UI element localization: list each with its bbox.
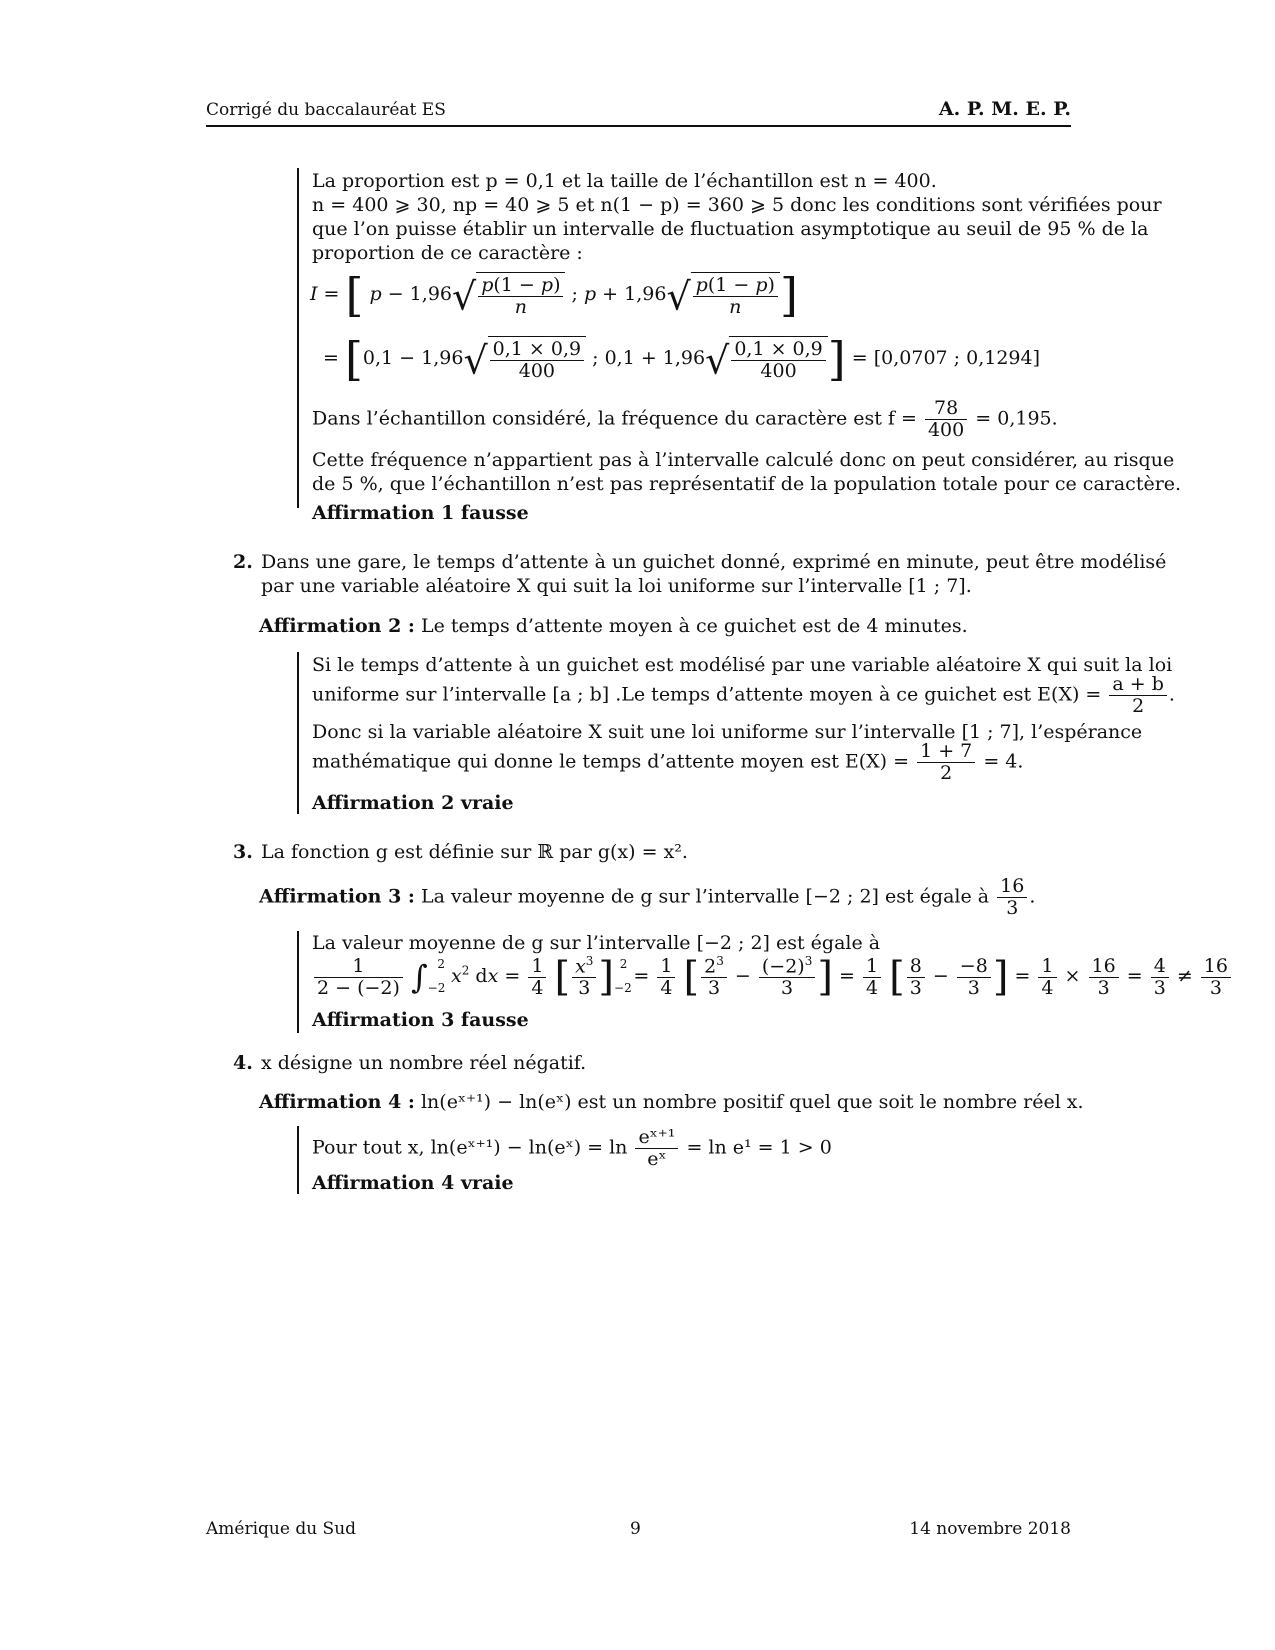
- q4-ratio-denominator: eˣ: [647, 1147, 667, 1170]
- footer-location: Amérique du Sud: [206, 1519, 357, 1539]
- q2-answer-line-2: uniforme sur l’intervalle [a ; b] .Le temps d’attente moyen à ce guichet est E(X) = $\frac{a + b}{2}$ .: [312, 673, 1175, 717]
- q3-affirmation-denominator: 3: [1006, 896, 1019, 919]
- q3-statement: [233, 843, 688, 862]
- q2-answer-block: [297, 652, 312, 814]
- q1-line-2: n = 400 ⩾ 30, np = 40 ⩾ 5 et n(1 − p) = 360 ⩾ 5 donc les conditions sont vérifiées pour: [312, 194, 1162, 216]
- q2-statement-line-1: Dans une gare, le temps d’attente à un guichet donné, exprimé en minute, peut être modélisé: [261, 551, 1167, 573]
- q2-answer-text-4: mathématique qui donne le temps d’attente moyen est E(X) =: [312, 750, 910, 773]
- q4-answer-result: = ln e¹ = 1 > 0: [686, 1136, 832, 1159]
- q4-statement: [233, 1054, 586, 1073]
- q4-affirmation-label: Affirmation 4 :: [259, 1091, 415, 1113]
- q3-integral-computation: $\frac{1}{2 - (-2)}$ $\int_{-2}^2$ $x^2$ dx = $\frac{1}{4}$ [ $\frac{x^3}{3}$ ]$_{-2}^2$ = $\frac{1}{4}$ [ $\frac{2^3}{3}$ − $\frac{(-2)^3}{3}$ ] = $\frac{1}{4}$ [ $\frac{8}{3}$ − $\frac{-8}{3}$ ] = $\frac{1}{4}$ × $\frac{16}{3}$ = $\frac{4}{3}$ ≠ $\frac{16}{3}$: [312, 955, 1233, 999]
- q2-expectation-result: = 4.: [983, 750, 1024, 773]
- q1-line-4: proportion de ce caractère :: [312, 242, 583, 264]
- interval-numeric: = [0,1 − 1,96√ $\frac{0,1 \times 0,9}{400}$ ; 0,1 + 1,96√ $\frac{0,1 \times 0,9}{400}$ ] = [0,0707 ; 0,1294]: [323, 332, 1041, 387]
- header-rule: [206, 125, 1071, 127]
- q4-affirmation: [259, 1093, 1084, 1112]
- q2-affirmation-label: Affirmation 2 :: [259, 615, 415, 637]
- q2-verdict: Affirmation 2 vraie: [312, 792, 514, 814]
- q4-answer-text: Pour tout x, ln(eˣ⁺¹) − ln(eˣ) = ln: [312, 1136, 628, 1159]
- q2-statement-line-2: par une variable aléatoire X qui suit la loi uniforme sur l’intervalle [1 ; 7].: [261, 575, 972, 597]
- q4-number: 4.: [233, 1052, 253, 1074]
- q4-statement-text: x désigne un nombre réel négatif.: [261, 1052, 587, 1074]
- q1-frequency: [312, 398, 1058, 441]
- footer-date: 14 novembre 2018: [909, 1519, 1071, 1539]
- interval-formula: I = [ p − 1,96√ $\frac{p(1 - p)}{n}$ ; p + 1,96√ $\frac{p(1 - p)}{n}$ ]: [310, 268, 798, 323]
- q2-answer-line-1: Si le temps d’attente à un guichet est modélisé par une variable aléatoire X qui suit la loi: [312, 654, 1173, 676]
- q2-answer-text-2: uniforme sur l’intervalle [a ; b] .Le temps d’attente moyen à ce guichet est E(X) =: [312, 683, 1102, 706]
- q3-affirmation-text: La valeur moyenne de g sur l’intervalle [−2 ; 2] est égale à: [420, 885, 990, 908]
- q4-affirmation-text: ln(eˣ⁺¹) − ln(eˣ) est un nombre positif quel que soit le nombre réel x.: [420, 1091, 1084, 1113]
- q2-formula-denominator: 2: [1132, 694, 1145, 717]
- header-organization: A. P. M. E. P.: [938, 98, 1071, 120]
- q4-answer-line: [312, 1127, 832, 1170]
- footer-page-number: 9: [630, 1519, 641, 1539]
- q4-answer-block: [297, 1126, 312, 1194]
- q1-conclusion-2: de 5 %, que l’échantillon n’est pas représentatif de la population totale pour ce caractère.: [312, 473, 1182, 495]
- q3-statement-text: La fonction g est définie sur ℝ par g(x) = x².: [261, 841, 688, 863]
- q2-expectation-numerator: 1 + 7: [917, 741, 975, 763]
- frequency-denominator: 400: [927, 418, 965, 441]
- q3-verdict: Affirmation 3 fausse: [312, 1009, 529, 1031]
- q1-line-3: que l’on puisse établir un intervalle de fluctuation asymptotique au seuil de 95 % de la: [312, 218, 1149, 240]
- q3-affirmation: Affirmation 3 : La valeur moyenne de g sur l’intervalle [−2 ; 2] est égale à $\frac{16}{3}$ .: [259, 875, 1036, 919]
- header-title: Corrigé du baccalauréat ES: [206, 100, 446, 120]
- q3-answer-line-1: La valeur moyenne de g sur l’intervalle [−2 ; 2] est égale à: [312, 932, 881, 954]
- q1-answer-block: [297, 168, 312, 508]
- frequency-numerator: 78: [925, 398, 967, 420]
- q3-affirmation-label: Affirmation 3 :: [259, 885, 415, 908]
- q4-ratio-numerator: eˣ⁺¹: [635, 1127, 678, 1149]
- q2-answer-line-3: Donc si la variable aléatoire X suit une loi uniforme sur l’intervalle [1 ; 7], l’espérance: [312, 721, 1143, 743]
- q2-answer-line-4: [312, 741, 1023, 784]
- q1-conclusion-1: Cette fréquence n’appartient pas à l’intervalle calculé donc on peut considérer, au risque: [312, 449, 1175, 471]
- q3-number: 3.: [233, 841, 253, 863]
- q3-answer-block: [297, 931, 312, 1033]
- q4-verdict: Affirmation 4 vraie: [312, 1172, 514, 1194]
- frequency-value: = 0,195.: [975, 407, 1058, 430]
- q2-formula-numerator: a + b: [1109, 674, 1167, 696]
- interval-result: = [0,0707 ; 0,1294]: [851, 347, 1041, 370]
- q1-line-1: La proportion est p = 0,1 et la taille de l’échantillon est n = 400.: [312, 170, 937, 192]
- q2-affirmation-text: Le temps d’attente moyen à ce guichet est de 4 minutes.: [420, 615, 968, 637]
- q2-number: 2.: [233, 551, 253, 573]
- q1-verdict: Affirmation 1 fausse: [312, 502, 529, 524]
- q2-statement: [233, 553, 1166, 572]
- q2-affirmation: [259, 617, 968, 636]
- q3-affirmation-numerator: 16: [997, 876, 1027, 898]
- frequency-text: Dans l’échantillon considéré, la fréquence du caractère est f =: [312, 407, 917, 430]
- q2-expectation-denominator: 2: [940, 761, 953, 784]
